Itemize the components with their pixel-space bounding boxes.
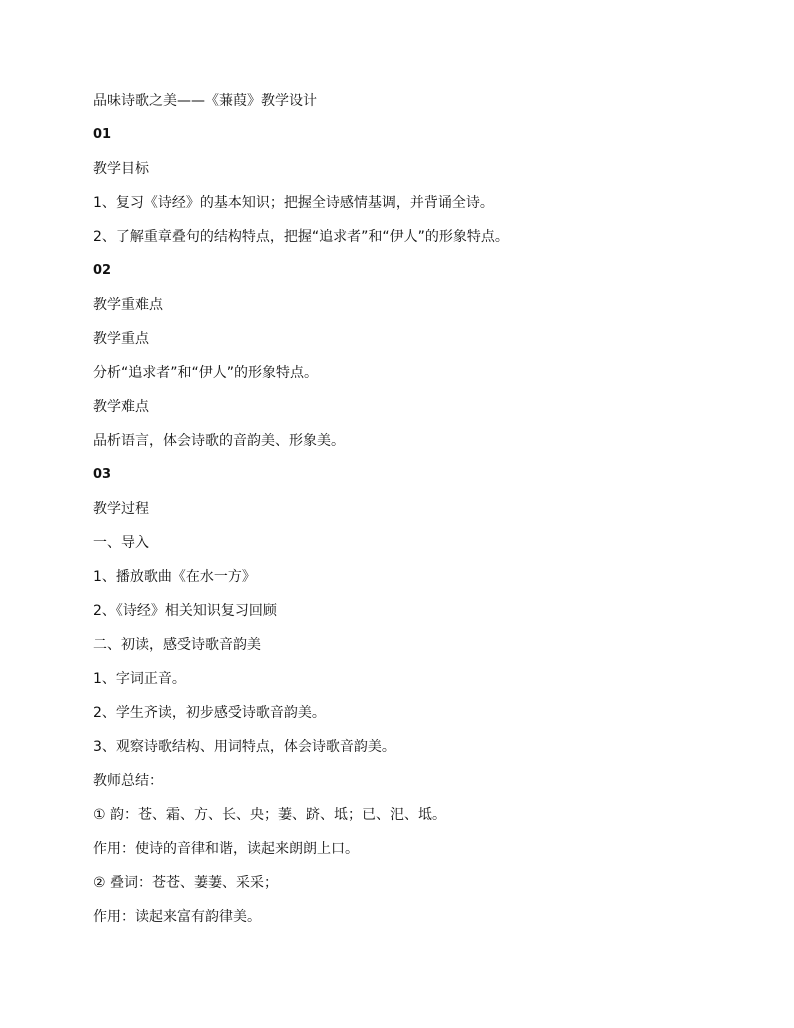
goal-item-1: 1、复习《诗经》的基本知识；把握全诗感情基调，并背诵全诗。 [93,195,494,211]
summary-reduplication: ② 叠词：苍苍、萋萋、采采； [93,875,279,891]
intro-item-1: 1、播放歌曲《在水一方》 [93,569,256,585]
key-point-text: 分析“追求者”和“伊人”的形象特点。 [93,365,319,381]
subheading-key-point: 教学重点 [93,331,149,347]
intro-item-2: 2、《诗经》相关知识复习回顾 [93,603,277,619]
subheading-difficult-point: 教学难点 [93,399,149,415]
step-heading-intro: 一、导入 [93,535,149,551]
document-page [93,91,733,941]
summary-reduplication-effect: 作用：读起来富有韵律美。 [93,909,261,925]
reading-item-3: 3、观察诗歌结构、用词特点，体会诗歌音韵美。 [93,739,396,755]
section-number-02: 02 [93,263,112,278]
step-heading-first-reading: 二、初读，感受诗歌音韵美 [93,637,261,653]
difficult-point-text: 品析语言，体会诗歌的音韵美、形象美。 [93,433,345,449]
section-number-03: 03 [93,467,112,482]
goal-item-2: 2、了解重章叠句的结构特点，把握“追求者”和“伊人”的形象特点。 [93,229,509,245]
section-number-01: 01 [93,127,112,142]
section-heading-teaching-process: 教学过程 [93,501,149,517]
teacher-summary-label: 教师总结： [93,773,163,789]
reading-item-2: 2、学生齐读，初步感受诗歌音韵美。 [93,705,326,721]
summary-rhyme: ① 韵：苍、霜、方、长、央；萋、跻、坻；已、汜、坻。 [93,807,446,823]
section-heading-teaching-goals: 教学目标 [93,161,149,177]
summary-rhyme-effect: 作用：使诗的音律和谐，读起来朗朗上口。 [93,841,359,857]
section-heading-key-points: 教学重难点 [93,297,163,313]
document-title: 品味诗歌之美——《蒹葭》教学设计 [93,93,317,109]
reading-item-1: 1、字词正音。 [93,671,186,687]
